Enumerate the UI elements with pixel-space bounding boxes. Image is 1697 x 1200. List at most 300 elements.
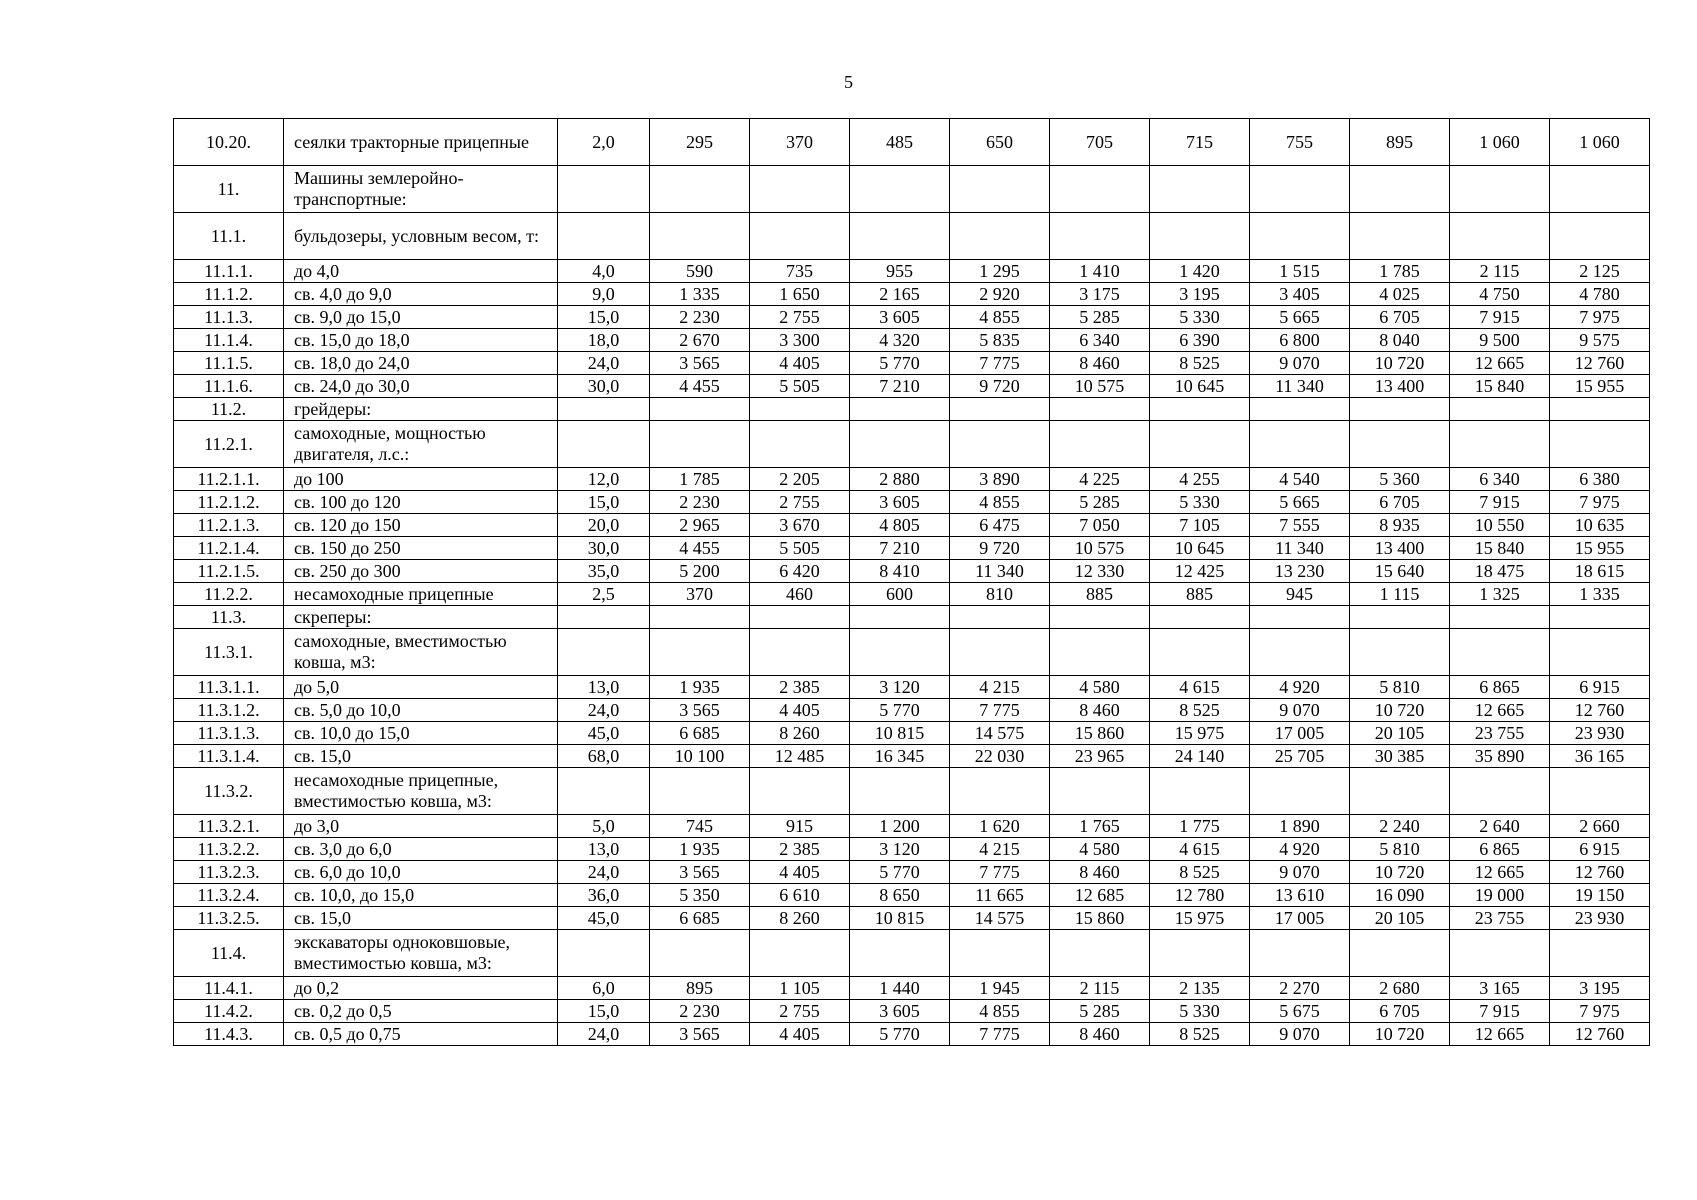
row-value: 2 135 <box>1150 977 1250 1000</box>
row-value: 15 975 <box>1150 722 1250 745</box>
row-value <box>1350 629 1450 676</box>
row-value: 4 405 <box>750 352 850 375</box>
row-name: до 4,0 <box>284 260 558 283</box>
row-value: 650 <box>950 119 1050 166</box>
row-value: 7 210 <box>850 537 950 560</box>
row-value <box>1450 213 1550 260</box>
row-value: 2 385 <box>750 838 850 861</box>
row-value: 2 660 <box>1550 815 1650 838</box>
row-value: 8 410 <box>850 560 950 583</box>
row-coefficient: 9,0 <box>558 283 650 306</box>
row-value <box>1250 421 1350 468</box>
row-coefficient <box>558 398 650 421</box>
row-code: 11.2.1.1. <box>174 468 284 491</box>
row-code: 11.1.6. <box>174 375 284 398</box>
row-value: 3 670 <box>750 514 850 537</box>
row-code: 11.1.4. <box>174 329 284 352</box>
row-code: 11.1.3. <box>174 306 284 329</box>
row-value: 9 575 <box>1550 329 1650 352</box>
row-value <box>750 166 850 213</box>
row-value <box>1050 398 1150 421</box>
row-value: 3 565 <box>650 1023 750 1046</box>
row-value: 1 765 <box>1050 815 1150 838</box>
row-value: 6 340 <box>1050 329 1150 352</box>
row-value <box>750 421 850 468</box>
row-value <box>1050 213 1150 260</box>
row-value: 4 580 <box>1050 838 1150 861</box>
row-name: до 100 <box>284 468 558 491</box>
row-value <box>850 930 950 977</box>
row-value <box>650 606 750 629</box>
row-code: 11.4.1. <box>174 977 284 1000</box>
row-value <box>1450 421 1550 468</box>
row-value: 10 720 <box>1350 699 1450 722</box>
row-value: 1 420 <box>1150 260 1250 283</box>
row-value <box>850 398 950 421</box>
row-name: несамоходные прицепные <box>284 583 558 606</box>
row-coefficient: 35,0 <box>558 560 650 583</box>
row-value <box>850 768 950 815</box>
row-value: 12 485 <box>750 745 850 768</box>
row-value: 20 105 <box>1350 722 1450 745</box>
row-code: 11.1.2. <box>174 283 284 306</box>
row-value: 6 420 <box>750 560 850 583</box>
row-value: 23 755 <box>1450 722 1550 745</box>
row-coefficient: 30,0 <box>558 537 650 560</box>
row-value: 5 285 <box>1050 306 1150 329</box>
row-coefficient <box>558 213 650 260</box>
row-name: св. 3,0 до 6,0 <box>284 838 558 861</box>
table-row <box>174 907 1650 930</box>
table-row <box>174 514 1650 537</box>
table-row <box>174 699 1650 722</box>
row-value: 955 <box>850 260 950 283</box>
row-value: 1 945 <box>950 977 1050 1000</box>
row-value: 8 525 <box>1150 352 1250 375</box>
row-code: 11.3.1.3. <box>174 722 284 745</box>
row-value: 2 230 <box>650 306 750 329</box>
row-value: 9 070 <box>1250 1023 1350 1046</box>
row-name: экскаваторы одноковшовые, вместимостью ковша, м3: <box>284 930 558 977</box>
row-value: 8 260 <box>750 907 850 930</box>
row-value <box>1550 398 1650 421</box>
row-value <box>650 213 750 260</box>
rates-table <box>173 118 1650 1046</box>
row-value: 15 860 <box>1050 907 1150 930</box>
row-value: 8 460 <box>1050 699 1150 722</box>
row-value: 810 <box>950 583 1050 606</box>
row-value: 10 720 <box>1350 352 1450 375</box>
row-coefficient: 36,0 <box>558 884 650 907</box>
row-value: 2 240 <box>1350 815 1450 838</box>
row-value <box>750 768 850 815</box>
row-value: 12 685 <box>1050 884 1150 907</box>
row-value: 8 460 <box>1050 1023 1150 1046</box>
row-code: 11.3.2.4. <box>174 884 284 907</box>
row-value: 1 515 <box>1250 260 1350 283</box>
row-value: 10 815 <box>850 907 950 930</box>
row-value: 9 500 <box>1450 329 1550 352</box>
row-coefficient: 13,0 <box>558 838 650 861</box>
row-value: 10 720 <box>1350 861 1450 884</box>
row-value <box>1150 629 1250 676</box>
row-code: 11.3.1.4. <box>174 745 284 768</box>
table-row <box>174 838 1650 861</box>
row-value: 745 <box>650 815 750 838</box>
row-code: 11.3.1.1. <box>174 676 284 699</box>
row-value <box>750 398 850 421</box>
row-value: 370 <box>650 583 750 606</box>
row-value: 1 935 <box>650 838 750 861</box>
row-value <box>1350 398 1450 421</box>
row-value: 3 120 <box>850 676 950 699</box>
row-value: 15 955 <box>1550 537 1650 560</box>
row-value: 600 <box>850 583 950 606</box>
row-value: 5 770 <box>850 699 950 722</box>
row-value: 6 705 <box>1350 1000 1450 1023</box>
table-row <box>174 375 1650 398</box>
row-value: 8 525 <box>1150 861 1250 884</box>
row-value: 370 <box>750 119 850 166</box>
row-value: 6 340 <box>1450 468 1550 491</box>
table-row <box>174 213 1650 260</box>
row-code: 11.3.2.5. <box>174 907 284 930</box>
row-value <box>750 213 850 260</box>
row-value: 735 <box>750 260 850 283</box>
row-value: 6 865 <box>1450 676 1550 699</box>
row-name: св. 0,5 до 0,75 <box>284 1023 558 1046</box>
row-code: 11.1.5. <box>174 352 284 375</box>
row-value: 9 720 <box>950 537 1050 560</box>
row-value <box>650 398 750 421</box>
row-code: 11.3.2.3. <box>174 861 284 884</box>
row-value: 2 165 <box>850 283 950 306</box>
row-coefficient: 24,0 <box>558 352 650 375</box>
row-name: св. 120 до 150 <box>284 514 558 537</box>
row-value <box>1250 213 1350 260</box>
row-value: 1 890 <box>1250 815 1350 838</box>
row-value: 715 <box>1150 119 1250 166</box>
row-value <box>1250 606 1350 629</box>
row-name: самоходные, вместимостью ковша, м3: <box>284 629 558 676</box>
row-name: св. 10,0 до 15,0 <box>284 722 558 745</box>
row-value: 4 920 <box>1250 838 1350 861</box>
row-value: 2 965 <box>650 514 750 537</box>
row-value <box>1250 166 1350 213</box>
row-value: 6 915 <box>1550 838 1650 861</box>
row-value <box>1150 166 1250 213</box>
row-value: 10 720 <box>1350 1023 1450 1046</box>
row-value <box>1150 930 1250 977</box>
row-coefficient: 20,0 <box>558 514 650 537</box>
row-value <box>950 768 1050 815</box>
row-coefficient <box>558 629 650 676</box>
row-name: св. 10,0, до 15,0 <box>284 884 558 907</box>
row-value: 3 405 <box>1250 283 1350 306</box>
row-value: 4 855 <box>950 306 1050 329</box>
row-coefficient: 2,5 <box>558 583 650 606</box>
row-value: 12 760 <box>1550 699 1650 722</box>
row-value: 2 115 <box>1050 977 1150 1000</box>
row-value: 6 380 <box>1550 468 1650 491</box>
row-value <box>1550 606 1650 629</box>
row-value: 7 105 <box>1150 514 1250 537</box>
row-value: 1 440 <box>850 977 950 1000</box>
row-coefficient: 24,0 <box>558 1023 650 1046</box>
row-value <box>1450 606 1550 629</box>
row-value: 6 705 <box>1350 491 1450 514</box>
row-value <box>950 930 1050 977</box>
row-value: 7 975 <box>1550 1000 1650 1023</box>
row-code: 11.2.1.3. <box>174 514 284 537</box>
row-value: 3 565 <box>650 861 750 884</box>
row-value: 5 200 <box>650 560 750 583</box>
row-value: 14 575 <box>950 907 1050 930</box>
table-row <box>174 537 1650 560</box>
row-coefficient: 4,0 <box>558 260 650 283</box>
row-value: 4 540 <box>1250 468 1350 491</box>
row-value: 7 210 <box>850 375 950 398</box>
row-value: 5 330 <box>1150 306 1250 329</box>
table-row <box>174 329 1650 352</box>
row-value: 4 750 <box>1450 283 1550 306</box>
row-coefficient: 5,0 <box>558 815 650 838</box>
row-value: 5 665 <box>1250 306 1350 329</box>
row-value: 8 525 <box>1150 699 1250 722</box>
row-value: 5 360 <box>1350 468 1450 491</box>
row-code: 11.2.1. <box>174 421 284 468</box>
row-value: 1 775 <box>1150 815 1250 838</box>
row-name: св. 6,0 до 10,0 <box>284 861 558 884</box>
row-value: 23 930 <box>1550 907 1650 930</box>
row-value <box>1250 930 1350 977</box>
row-value: 5 810 <box>1350 676 1450 699</box>
row-value: 11 340 <box>950 560 1050 583</box>
row-value: 13 400 <box>1350 375 1450 398</box>
row-value: 945 <box>1250 583 1350 606</box>
row-value: 3 605 <box>850 1000 950 1023</box>
row-value: 10 100 <box>650 745 750 768</box>
row-value: 2 755 <box>750 1000 850 1023</box>
row-value: 6 800 <box>1250 329 1350 352</box>
row-value <box>1050 930 1150 977</box>
row-value <box>950 421 1050 468</box>
row-value <box>1250 398 1350 421</box>
row-code: 11.2. <box>174 398 284 421</box>
row-value <box>650 629 750 676</box>
row-value: 590 <box>650 260 750 283</box>
table-row <box>174 491 1650 514</box>
row-value: 19 000 <box>1450 884 1550 907</box>
row-value: 2 230 <box>650 1000 750 1023</box>
row-value: 7 775 <box>950 699 1050 722</box>
row-value: 10 635 <box>1550 514 1650 537</box>
row-name: св. 250 до 300 <box>284 560 558 583</box>
row-coefficient: 18,0 <box>558 329 650 352</box>
row-value: 36 165 <box>1550 745 1650 768</box>
row-value <box>1450 166 1550 213</box>
row-code: 10.20. <box>174 119 284 166</box>
row-value: 19 150 <box>1550 884 1650 907</box>
row-value: 12 330 <box>1050 560 1150 583</box>
row-value: 755 <box>1250 119 1350 166</box>
row-value: 1 335 <box>650 283 750 306</box>
row-value: 2 680 <box>1350 977 1450 1000</box>
row-value: 24 140 <box>1150 745 1250 768</box>
row-value: 1 325 <box>1450 583 1550 606</box>
row-value <box>1450 398 1550 421</box>
row-coefficient: 45,0 <box>558 722 650 745</box>
table-row <box>174 352 1650 375</box>
table-row <box>174 884 1650 907</box>
row-value: 1 785 <box>1350 260 1450 283</box>
row-value: 485 <box>850 119 950 166</box>
row-name: Машины землеройно-транспортные: <box>284 166 558 213</box>
row-value: 5 675 <box>1250 1000 1350 1023</box>
row-value <box>950 398 1050 421</box>
row-name: св. 15,0 до 18,0 <box>284 329 558 352</box>
row-value <box>1350 421 1450 468</box>
row-value: 16 345 <box>850 745 950 768</box>
row-value <box>1050 768 1150 815</box>
table-row <box>174 306 1650 329</box>
row-value <box>1150 398 1250 421</box>
row-value <box>1350 213 1450 260</box>
row-value <box>1150 606 1250 629</box>
row-value: 3 195 <box>1550 977 1650 1000</box>
row-value: 5 770 <box>850 1023 950 1046</box>
table-row <box>174 861 1650 884</box>
row-value: 13 400 <box>1350 537 1450 560</box>
row-value: 2 115 <box>1450 260 1550 283</box>
table-row <box>174 745 1650 768</box>
table-row <box>174 166 1650 213</box>
row-coefficient: 12,0 <box>558 468 650 491</box>
row-value: 15 860 <box>1050 722 1150 745</box>
row-value: 13 230 <box>1250 560 1350 583</box>
row-value: 4 025 <box>1350 283 1450 306</box>
row-coefficient: 45,0 <box>558 907 650 930</box>
row-value: 4 855 <box>950 1000 1050 1023</box>
row-value <box>1050 421 1150 468</box>
row-value: 4 225 <box>1050 468 1150 491</box>
row-value: 7 050 <box>1050 514 1150 537</box>
row-code: 11.3.2.1. <box>174 815 284 838</box>
row-value: 5 330 <box>1150 1000 1250 1023</box>
row-value <box>750 629 850 676</box>
table-row <box>174 421 1650 468</box>
row-value: 3 565 <box>650 352 750 375</box>
row-coefficient: 30,0 <box>558 375 650 398</box>
row-value: 1 200 <box>850 815 950 838</box>
row-code: 11.2.1.4. <box>174 537 284 560</box>
row-coefficient: 15,0 <box>558 1000 650 1023</box>
row-code: 11.3. <box>174 606 284 629</box>
row-value: 12 780 <box>1150 884 1250 907</box>
row-value: 8 040 <box>1350 329 1450 352</box>
row-value: 15 955 <box>1550 375 1650 398</box>
row-value: 11 665 <box>950 884 1050 907</box>
row-value: 1 060 <box>1550 119 1650 166</box>
table-row <box>174 468 1650 491</box>
row-value <box>1350 768 1450 815</box>
row-value: 7 775 <box>950 352 1050 375</box>
row-code: 11.3.1. <box>174 629 284 676</box>
row-name: св. 100 до 120 <box>284 491 558 514</box>
row-coefficient: 13,0 <box>558 676 650 699</box>
row-code: 11.4.3. <box>174 1023 284 1046</box>
row-value: 1 410 <box>1050 260 1150 283</box>
row-coefficient <box>558 421 650 468</box>
row-value: 6 475 <box>950 514 1050 537</box>
table-row <box>174 930 1650 977</box>
row-code: 11.3.1.2. <box>174 699 284 722</box>
row-value: 9 070 <box>1250 699 1350 722</box>
row-value: 5 350 <box>650 884 750 907</box>
row-value: 16 090 <box>1350 884 1450 907</box>
row-value: 11 340 <box>1250 375 1350 398</box>
row-code: 11.1.1. <box>174 260 284 283</box>
table-row <box>174 676 1650 699</box>
row-value: 1 060 <box>1450 119 1550 166</box>
row-value: 9 720 <box>950 375 1050 398</box>
row-name: св. 24,0 до 30,0 <box>284 375 558 398</box>
row-value: 3 890 <box>950 468 1050 491</box>
row-value: 8 460 <box>1050 352 1150 375</box>
row-value <box>1350 166 1450 213</box>
row-value <box>1450 930 1550 977</box>
row-value: 2 385 <box>750 676 850 699</box>
row-name: до 5,0 <box>284 676 558 699</box>
row-value: 6 610 <box>750 884 850 907</box>
row-code: 11.1. <box>174 213 284 260</box>
row-value: 6 865 <box>1450 838 1550 861</box>
row-value <box>650 768 750 815</box>
row-coefficient: 2,0 <box>558 119 650 166</box>
row-value: 4 215 <box>950 676 1050 699</box>
row-value: 8 650 <box>850 884 950 907</box>
row-value: 6 390 <box>1150 329 1250 352</box>
row-value: 4 855 <box>950 491 1050 514</box>
row-value: 35 890 <box>1450 745 1550 768</box>
row-value: 12 760 <box>1550 352 1650 375</box>
row-value: 23 965 <box>1050 745 1150 768</box>
row-value: 3 165 <box>1450 977 1550 1000</box>
row-name: до 3,0 <box>284 815 558 838</box>
row-value: 10 815 <box>850 722 950 745</box>
row-value: 4 215 <box>950 838 1050 861</box>
row-code: 11.4.2. <box>174 1000 284 1023</box>
row-value: 12 425 <box>1150 560 1250 583</box>
table-row <box>174 815 1650 838</box>
row-value <box>1250 768 1350 815</box>
row-value: 7 775 <box>950 861 1050 884</box>
row-code: 11.3.2. <box>174 768 284 815</box>
row-value <box>850 421 950 468</box>
row-value: 20 105 <box>1350 907 1450 930</box>
row-value <box>950 166 1050 213</box>
row-value: 14 575 <box>950 722 1050 745</box>
row-name: св. 15,0 <box>284 745 558 768</box>
row-value <box>850 606 950 629</box>
row-coefficient <box>558 768 650 815</box>
row-code: 11.2.1.5. <box>174 560 284 583</box>
row-value: 3 300 <box>750 329 850 352</box>
row-value: 1 620 <box>950 815 1050 838</box>
row-value <box>850 213 950 260</box>
table-row <box>174 977 1650 1000</box>
row-value: 5 505 <box>750 375 850 398</box>
